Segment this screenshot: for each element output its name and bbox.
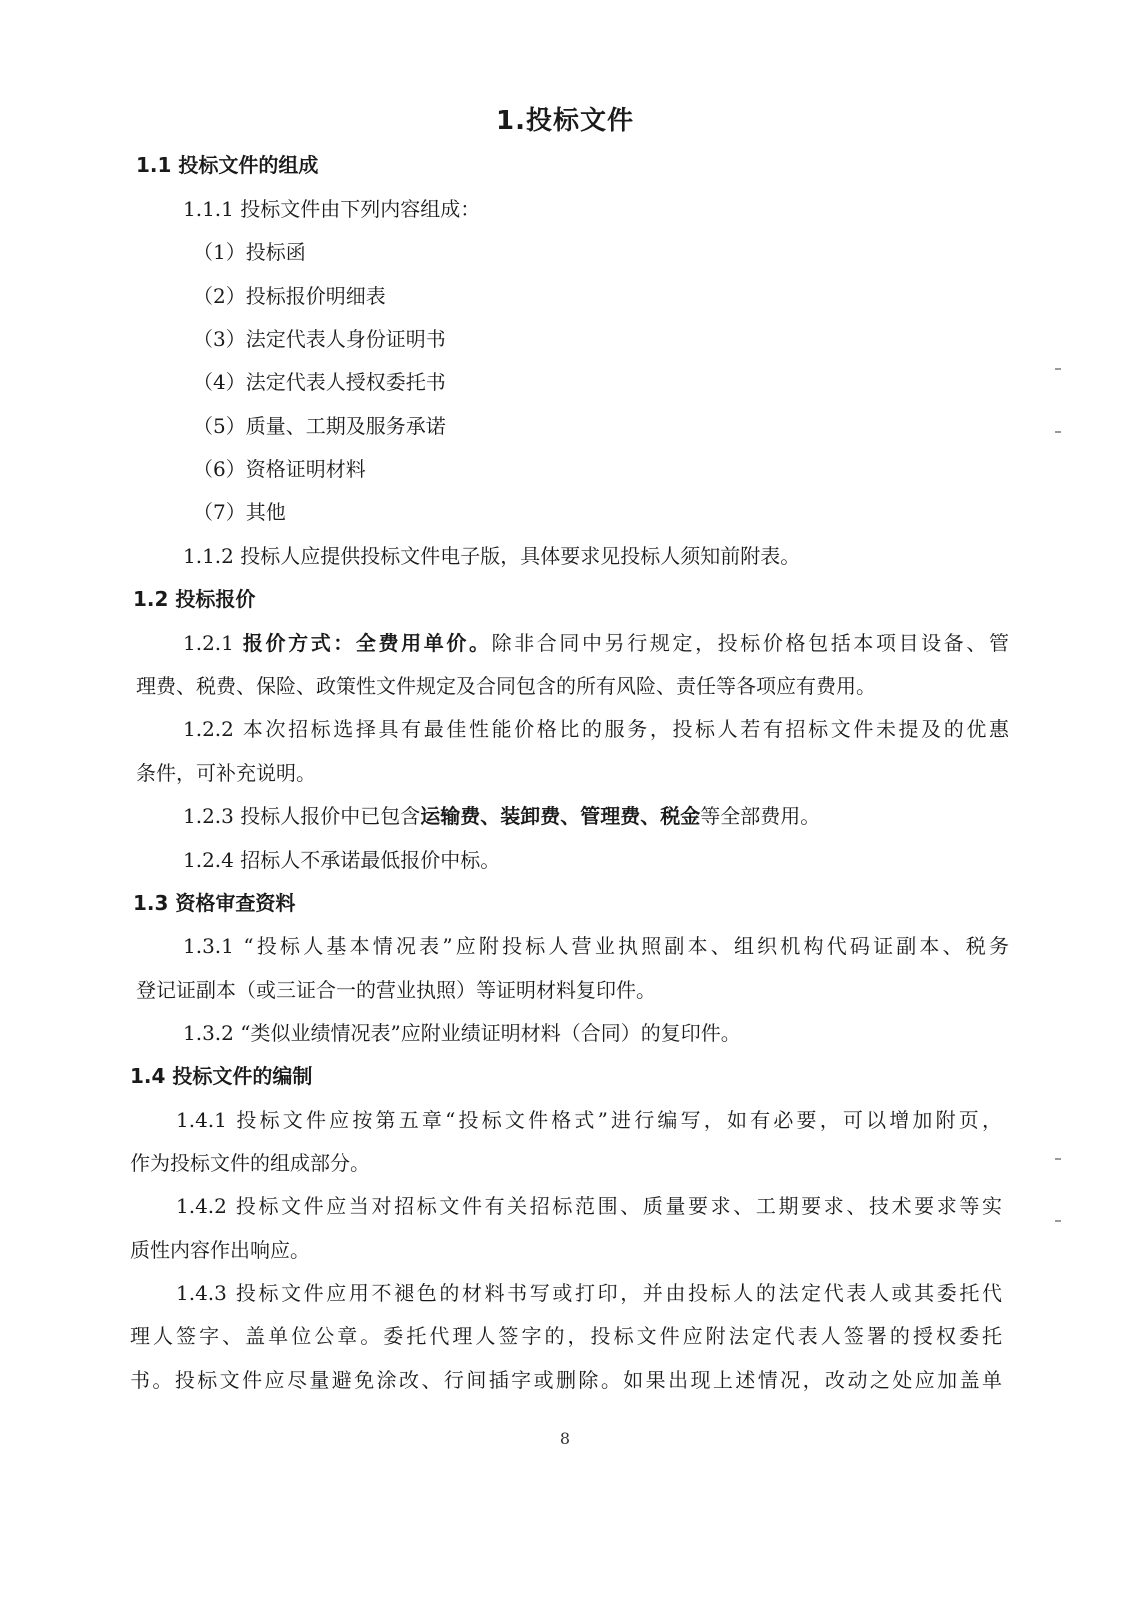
section-heading-1-4: 1.4 投标文件的编制 <box>130 1064 313 1088</box>
list-item: （1）投标函 <box>193 240 306 264</box>
paragraph-1-3-1-cont: 登记证副本（或三证合一的营业执照）等证明材料复印件。 <box>136 978 656 1002</box>
bold-text: 、 <box>640 804 661 828</box>
scan-mark <box>1055 1158 1061 1160</box>
list-item: （6）资格证明材料 <box>193 457 366 481</box>
text-span: 1.2.3 投标人报价中已包含 <box>183 804 421 828</box>
clause-number: 1.2.1 <box>183 631 243 655</box>
bold-text: 报价方式：全费用单价。 <box>242 631 492 655</box>
paragraph-1-2-2: 1.2.2 本次招标选择具有最佳性能价格比的服务，投标人若有招标文件未提及的优惠 <box>183 717 1009 741</box>
paragraph-1-4-3-cont: 理人签字、盖单位公章。委托代理人签字的，投标文件应附法定代表人签署的授权委托 <box>130 1324 1002 1348</box>
paragraph-1-4-1-cont: 作为投标文件的组成部分。 <box>130 1151 370 1175</box>
paragraph-1-2-3 <box>183 801 820 831</box>
section-heading-1-1: 1.1 投标文件的组成 <box>136 153 319 177</box>
list-item: （5）质量、工期及服务承诺 <box>193 414 446 438</box>
list-item: （2）投标报价明细表 <box>193 284 386 308</box>
page-number: 8 <box>559 1429 571 1448</box>
page-title: 1.投标文件 <box>496 106 634 136</box>
paragraph-1-1-2: 1.1.2 投标人应提供投标文件电子版，具体要求见投标人须知前附表。 <box>183 544 801 568</box>
list-item: （7）其他 <box>193 500 286 524</box>
text-span: 等全部费用。 <box>700 804 821 828</box>
paragraph-1-4-1: 1.4.1 投标文件应按第五章“投标文件格式”进行编写，如有必要，可以增加附页， <box>176 1108 1002 1132</box>
section-heading-1-3: 1.3 资格审查资料 <box>133 891 296 915</box>
bold-text: 税金 <box>660 804 701 828</box>
list-item: （4）法定代表人授权委托书 <box>193 370 446 394</box>
bold-text: 、 <box>560 804 581 828</box>
bold-text: 、 <box>480 804 501 828</box>
scan-mark <box>1055 1220 1061 1222</box>
paragraph-1-4-2-cont: 质性内容作出响应。 <box>130 1238 310 1262</box>
paragraph-1-4-3: 1.4.3 投标文件应用不褪色的材料书写或打印，并由投标人的法定代表人或其委托代 <box>176 1281 1002 1305</box>
bold-text: 管理费 <box>580 804 641 828</box>
bold-text: 运输费 <box>420 804 481 828</box>
section-heading-1-2: 1.2 投标报价 <box>133 587 256 611</box>
list-item: （3）法定代表人身份证明书 <box>193 327 446 351</box>
text-span: 除非合同中另行规定，投标价格包括本项目设备、管 <box>491 631 1010 655</box>
paragraph-1-2-1 <box>183 628 1009 658</box>
paragraph-1-4-2: 1.4.2 投标文件应当对招标文件有关招标范围、质量要求、工期要求、技术要求等实 <box>176 1194 1002 1218</box>
paragraph-1-3-2: 1.3.2 “类似业绩情况表”应附业绩证明材料（合同）的复印件。 <box>183 1021 741 1045</box>
bold-text: 装卸费 <box>500 804 561 828</box>
paragraph-1-3-1: 1.3.1 “投标人基本情况表”应附投标人营业执照副本、组织机构代码证副本、税务 <box>183 934 1009 958</box>
paragraph-1-4-3-cont: 书。投标文件应尽量避免涂改、行间插字或删除。如果出现上述情况，改动之处应加盖单 <box>130 1368 1002 1392</box>
paragraph-1-2-4: 1.2.4 招标人不承诺最低报价中标。 <box>183 848 501 872</box>
scan-mark <box>1055 368 1061 370</box>
scan-mark <box>1055 431 1061 433</box>
paragraph-1-1-1: 1.1.1 投标文件由下列内容组成： <box>183 197 481 221</box>
paragraph-1-2-1-cont: 理费、税费、保险、政策性文件规定及合同包含的所有风险、责任等各项应有费用。 <box>136 674 876 698</box>
paragraph-1-2-2-cont: 条件，可补充说明。 <box>136 761 316 785</box>
